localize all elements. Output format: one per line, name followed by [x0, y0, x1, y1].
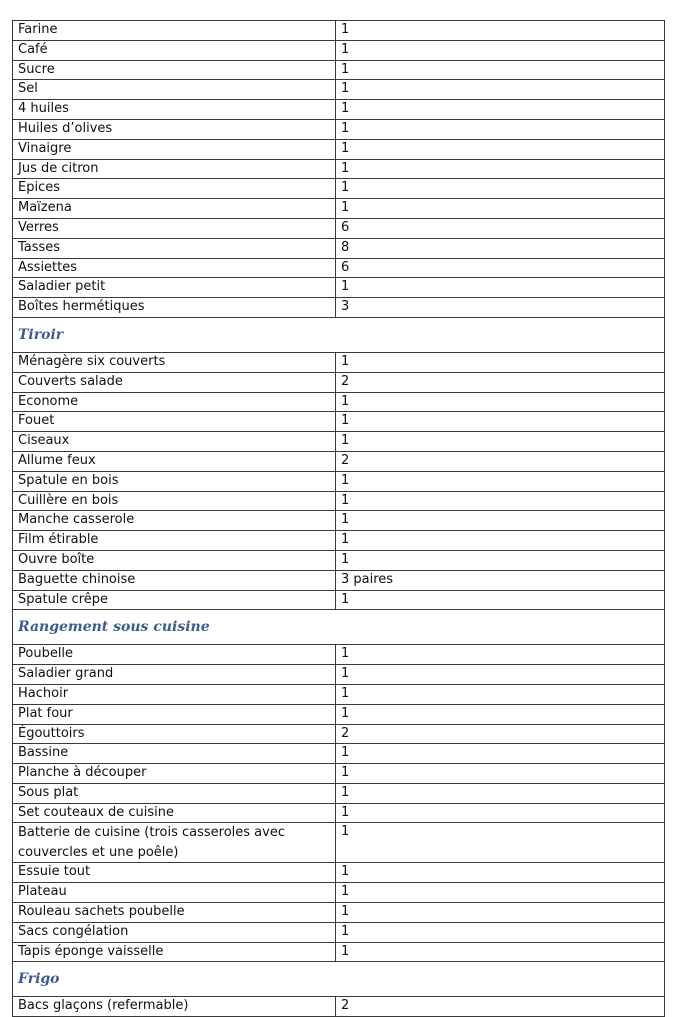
item-name: Allume feux — [13, 451, 336, 471]
item-quantity: 1 — [336, 903, 665, 923]
item-name: Verres — [13, 218, 336, 238]
item-name: Café — [13, 40, 336, 60]
table-row — [13, 724, 665, 744]
item-name: Spatule crêpe — [13, 590, 336, 610]
item-quantity: 1 — [336, 432, 665, 452]
item-name: Vinaigre — [13, 139, 336, 159]
item-name: Epices — [13, 179, 336, 199]
section-header-row — [13, 962, 665, 997]
item-name: Ouvre boîte — [13, 550, 336, 570]
table-row — [13, 645, 665, 665]
table-row — [13, 903, 665, 923]
item-name: Ciseaux — [13, 432, 336, 452]
item-quantity: 1 — [336, 803, 665, 823]
section-title: Tiroir — [13, 317, 665, 352]
item-quantity: 1 — [336, 883, 665, 903]
table-row — [13, 491, 665, 511]
item-name: Film étirable — [13, 531, 336, 551]
table-row — [13, 159, 665, 179]
item-name: Tasses — [13, 238, 336, 258]
item-quantity: 1 — [336, 942, 665, 962]
section-title: Rangement sous cuisine — [13, 610, 665, 645]
item-name: Batterie de cuisine (trois casseroles avec couvercles et une poêle) — [13, 823, 336, 863]
table-row — [13, 704, 665, 724]
table-row — [13, 471, 665, 491]
table-row — [13, 783, 665, 803]
table-row — [13, 531, 665, 551]
item-name: Essuie tout — [13, 863, 336, 883]
item-quantity: 1 — [336, 491, 665, 511]
item-name: Saladier grand — [13, 665, 336, 685]
table-row — [13, 238, 665, 258]
table-row — [13, 412, 665, 432]
item-name: Poubelle — [13, 645, 336, 665]
table-row — [13, 764, 665, 784]
table-row — [13, 392, 665, 412]
table-row — [13, 352, 665, 372]
item-quantity: 1 — [336, 60, 665, 80]
item-quantity: 1 — [336, 179, 665, 199]
item-quantity: 1 — [336, 412, 665, 432]
item-quantity: 1 — [336, 392, 665, 412]
item-quantity: 1 — [336, 783, 665, 803]
table-row — [13, 100, 665, 120]
table-row — [13, 199, 665, 219]
table-row — [13, 863, 665, 883]
item-name: Boîtes hermétiques — [13, 298, 336, 318]
item-name: Égouttoirs — [13, 724, 336, 744]
item-name: Assiettes — [13, 258, 336, 278]
item-quantity: 1 — [336, 511, 665, 531]
item-name: Saladier petit — [13, 278, 336, 298]
table-row — [13, 258, 665, 278]
inventory-table — [12, 20, 665, 1017]
item-quantity: 1 — [336, 278, 665, 298]
table-row — [13, 451, 665, 471]
item-name: Couverts salade — [13, 372, 336, 392]
item-quantity: 1 — [336, 100, 665, 120]
item-quantity: 3 paires — [336, 570, 665, 590]
item-quantity: 1 — [336, 764, 665, 784]
item-quantity: 1 — [336, 863, 665, 883]
item-name: Sucre — [13, 60, 336, 80]
table-row — [13, 432, 665, 452]
table-row — [13, 823, 665, 863]
item-name: Sous plat — [13, 783, 336, 803]
item-quantity: 2 — [336, 724, 665, 744]
table-row — [13, 570, 665, 590]
item-name: Hachoir — [13, 684, 336, 704]
item-quantity: 1 — [336, 352, 665, 372]
table-row — [13, 684, 665, 704]
item-name: Plat four — [13, 704, 336, 724]
table-row — [13, 179, 665, 199]
item-quantity: 1 — [336, 922, 665, 942]
item-quantity: 1 — [336, 119, 665, 139]
table-row — [13, 139, 665, 159]
table-row — [13, 298, 665, 318]
item-quantity: 6 — [336, 258, 665, 278]
item-name: Econome — [13, 392, 336, 412]
item-quantity: 1 — [336, 139, 665, 159]
table-row — [13, 590, 665, 610]
item-quantity: 1 — [336, 80, 665, 100]
table-row — [13, 218, 665, 238]
item-quantity: 1 — [336, 665, 665, 685]
item-name: Cuillère en bois — [13, 491, 336, 511]
table-row — [13, 942, 665, 962]
item-name: Huiles d’olives — [13, 119, 336, 139]
item-name: Plateau — [13, 883, 336, 903]
table-row — [13, 665, 665, 685]
item-quantity: 1 — [336, 684, 665, 704]
section-header-row — [13, 317, 665, 352]
table-row — [13, 21, 665, 41]
item-quantity: 2 — [336, 451, 665, 471]
item-quantity: 2 — [336, 997, 665, 1017]
table-row — [13, 80, 665, 100]
item-quantity: 1 — [336, 159, 665, 179]
item-name: Planche à découper — [13, 764, 336, 784]
item-quantity: 1 — [336, 550, 665, 570]
item-quantity: 1 — [336, 21, 665, 41]
item-quantity: 1 — [336, 199, 665, 219]
section-header-row — [13, 610, 665, 645]
item-quantity: 2 — [336, 372, 665, 392]
item-name: Farine — [13, 21, 336, 41]
table-row — [13, 883, 665, 903]
item-quantity: 1 — [336, 40, 665, 60]
table-row — [13, 60, 665, 80]
item-name: Rouleau sachets poubelle — [13, 903, 336, 923]
table-row — [13, 40, 665, 60]
item-name: Spatule en bois — [13, 471, 336, 491]
item-name: Jus de citron — [13, 159, 336, 179]
table-row — [13, 922, 665, 942]
item-name: Bassine — [13, 744, 336, 764]
inventory-page — [12, 20, 664, 1017]
table-row — [13, 372, 665, 392]
item-quantity: 1 — [336, 531, 665, 551]
item-name: Sacs congélation — [13, 922, 336, 942]
item-quantity: 3 — [336, 298, 665, 318]
inventory-table-body — [13, 21, 665, 1017]
item-name: Manche casserole — [13, 511, 336, 531]
table-row — [13, 511, 665, 531]
table-row — [13, 550, 665, 570]
item-name: Fouet — [13, 412, 336, 432]
item-name: Tapis éponge vaisselle — [13, 942, 336, 962]
section-title: Frigo — [13, 962, 665, 997]
item-name: 4 huiles — [13, 100, 336, 120]
item-quantity: 1 — [336, 645, 665, 665]
table-row — [13, 278, 665, 298]
item-name: Bacs glaçons (refermable) — [13, 997, 336, 1017]
table-row — [13, 119, 665, 139]
item-name: Baguette chinoise — [13, 570, 336, 590]
item-quantity: 1 — [336, 704, 665, 724]
item-quantity: 1 — [336, 744, 665, 764]
table-row — [13, 744, 665, 764]
table-row — [13, 803, 665, 823]
item-quantity: 6 — [336, 218, 665, 238]
item-name: Set couteaux de cuisine — [13, 803, 336, 823]
item-quantity: 1 — [336, 823, 665, 863]
item-quantity: 1 — [336, 471, 665, 491]
item-quantity: 1 — [336, 590, 665, 610]
item-name: Maïzena — [13, 199, 336, 219]
item-name: Sel — [13, 80, 336, 100]
item-name: Ménagère six couverts — [13, 352, 336, 372]
item-quantity: 8 — [336, 238, 665, 258]
